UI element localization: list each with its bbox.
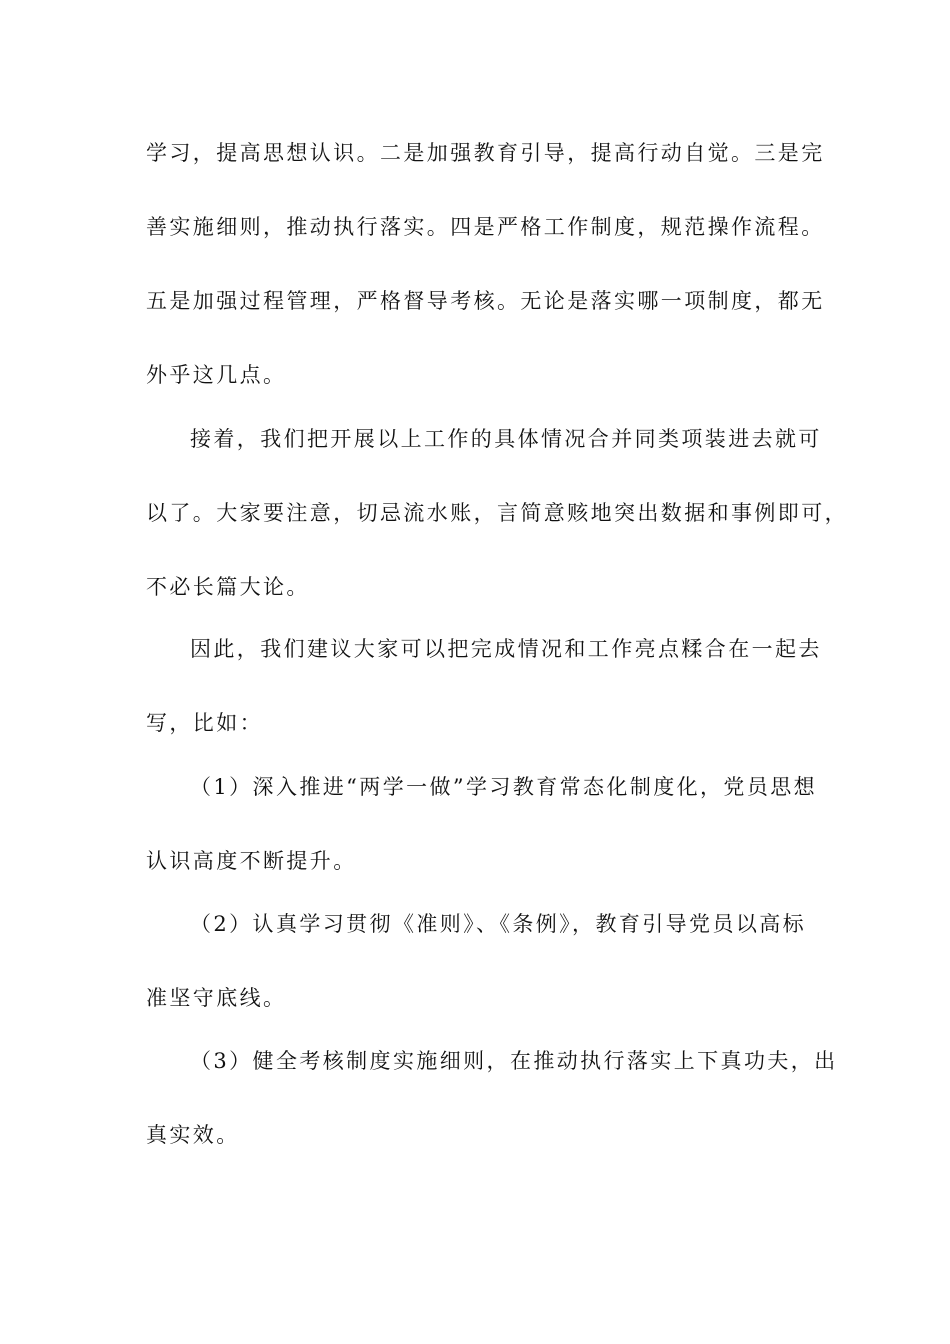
- paragraph-first-line: 因此，我们建议大家可以把完成情况和工作亮点糅合在一起去: [190, 637, 822, 661]
- text-line: 善实施细则，推动执行落实。四是严格工作制度，规范操作流程。: [146, 215, 825, 239]
- text-line: 准坚守底线。: [146, 986, 287, 1010]
- list-item-1: （1）深入推进“两学一做”学习教育常态化制度化，党员思想: [190, 775, 818, 799]
- text-line: 真实效。: [146, 1123, 240, 1147]
- text-line: 以了。大家要注意，切忌流水账，言简意赅地突出数据和事例即可，: [146, 501, 848, 525]
- list-item-3: （3）健全考核制度实施细则，在推动执行落实上下真功夫，出: [190, 1049, 838, 1073]
- text-line: 五是加强过程管理，严格督导考核。无论是落实哪一项制度，都无: [146, 289, 825, 313]
- text-line: 认识高度不断提升。: [146, 849, 357, 873]
- text-line: 外乎这几点。: [146, 363, 287, 387]
- text-line: 学习，提高思想认识。二是加强教育引导，提高行动自觉。三是完: [146, 141, 825, 165]
- text-line: 写，比如：: [146, 711, 263, 735]
- paragraph-first-line: 接着，我们把开展以上工作的具体情况合并同类项装进去就可: [190, 427, 822, 451]
- text-line: 不必长篇大论。: [146, 575, 310, 599]
- list-item-2: （2）认真学习贯彻《准则》、《条例》，教育引导党员以高标: [190, 912, 807, 936]
